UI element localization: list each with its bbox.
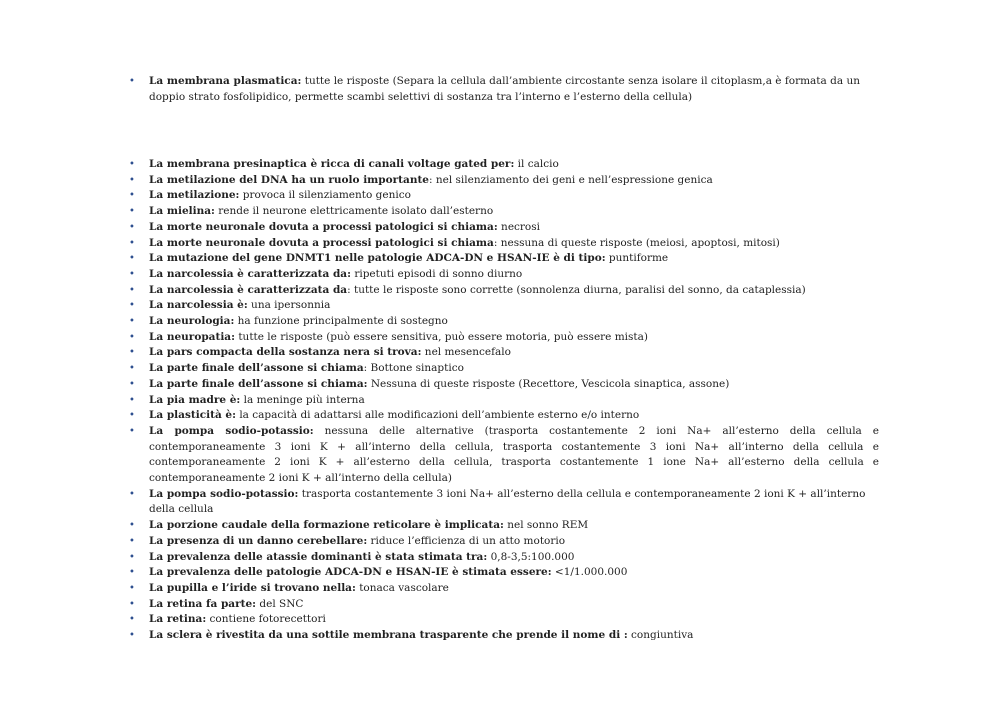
question-text: La parte finale dell’assone si chiama: bbox=[149, 377, 368, 390]
question-text: La membrana plasmatica: bbox=[149, 75, 302, 87]
question-text: La metilazione del DNA ha un ruolo importante bbox=[149, 173, 429, 186]
answer-text: congiuntiva bbox=[627, 629, 694, 642]
bullet-icon: • bbox=[129, 598, 135, 610]
list-item bbox=[129, 377, 879, 393]
bullet-icon: • bbox=[129, 520, 135, 532]
bullet-icon: • bbox=[129, 582, 135, 594]
question-text: La morte neuronale dovuta a processi patologici si chiama: bbox=[149, 220, 498, 233]
answer-text: provoca il silenziamento genico bbox=[239, 189, 411, 202]
list-item bbox=[129, 283, 879, 299]
question-text: La pompa sodio-potassio: bbox=[149, 487, 299, 500]
bullet-icon: • bbox=[129, 268, 135, 280]
question-text: La narcolessia è: bbox=[149, 299, 248, 312]
list-item bbox=[129, 157, 879, 173]
answer-text: : Bottone sinaptico bbox=[363, 362, 464, 375]
question-text: La presenza di un danno cerebellare: bbox=[149, 534, 368, 547]
answer-text: rende il neurone elettricamente isolato dall’esterno bbox=[214, 205, 494, 218]
question-text: La prevalenza delle patologie ADCA-DN e HSAN-IE è stimata essere: bbox=[149, 566, 552, 579]
bullet-icon: • bbox=[129, 378, 135, 390]
list-item bbox=[129, 236, 879, 252]
list-item bbox=[129, 204, 879, 220]
list-item bbox=[129, 361, 879, 377]
bullet-icon: • bbox=[129, 221, 135, 233]
bullet-icon: • bbox=[129, 237, 135, 249]
bullet-icon: • bbox=[129, 567, 135, 579]
bullet-icon: • bbox=[129, 253, 135, 265]
list-item bbox=[129, 550, 879, 566]
bullet-icon: • bbox=[129, 206, 135, 218]
question-text: La morte neuronale dovuta a processi patologici si chiama bbox=[149, 236, 494, 249]
question-text: La membrana presinaptica è ricca di canali voltage gated per: bbox=[149, 158, 515, 170]
answer-text: contiene fotorecettori bbox=[206, 613, 326, 626]
answer-text: riduce l’efficienza di un atto motorio bbox=[367, 534, 566, 547]
answer-text: 0,8-3,5:100.000 bbox=[487, 550, 575, 563]
question-text: La neuropatia: bbox=[149, 330, 235, 343]
list-item bbox=[129, 393, 879, 409]
list-item bbox=[129, 74, 879, 105]
question-text: La plasticità è: bbox=[149, 409, 236, 422]
bullet-icon: • bbox=[129, 614, 135, 626]
question-text: La pupilla e l’iride si trovano nella: bbox=[149, 581, 356, 594]
bullet-icon: • bbox=[129, 331, 135, 343]
answer-text: tonaca vascolare bbox=[355, 581, 449, 594]
answer-text: nessuna delle alternative (trasporta costantemente 2 ioni Na+ all’esterno della cellula e contemporaneamente 3 ioni K + all’interno della cellula, trasporta costantemente 3 ioni Na+ all’interno della cellula e contemporaneamente 2 ioni K + all’esterno della cellula, trasporta costantemente 1 ione Na+ all’esterno della cellula e contemporaneamente 2 ioni K + all’interno della cellula) bbox=[149, 424, 879, 485]
question-text: La narcolessia è caratterizzata da bbox=[149, 283, 348, 296]
answer-text: nel sonno REM bbox=[503, 519, 589, 532]
question-text: La prevalenza delle atassie dominanti è stata stimata tra: bbox=[149, 550, 488, 563]
bullet-icon: • bbox=[129, 630, 135, 642]
answer-text: Nessuna di queste risposte (Recettore, Vescicola sinaptica, assone) bbox=[367, 377, 730, 390]
bullet-icon: • bbox=[129, 300, 135, 312]
list-item bbox=[129, 408, 879, 424]
list-item bbox=[129, 314, 879, 330]
bullet-icon: • bbox=[129, 284, 135, 296]
bullet-icon: • bbox=[129, 76, 135, 87]
question-text: La parte finale dell’assone si chiama bbox=[149, 362, 364, 375]
bullet-icon: • bbox=[129, 410, 135, 422]
list-item bbox=[129, 330, 879, 346]
answer-text: trasporta costantemente 3 ioni Na+ all’esterno della cellula e contemporaneamente 2 ioni K + all’interno della cellula bbox=[149, 487, 866, 516]
list-item bbox=[129, 565, 879, 581]
list-item bbox=[129, 581, 879, 597]
list-item bbox=[129, 424, 879, 487]
question-text: La neurologia: bbox=[149, 315, 235, 328]
bullet-icon: • bbox=[129, 425, 135, 437]
question-text: La sclera è rivestita da una sottile membrana trasparente che prende il nome di : bbox=[149, 629, 628, 642]
bullet-icon: • bbox=[129, 159, 135, 170]
bullet-list-top bbox=[129, 74, 879, 105]
question-text: La retina fa parte: bbox=[149, 597, 257, 610]
list-item bbox=[129, 597, 879, 613]
bullet-list-main bbox=[129, 157, 879, 644]
bullet-icon: • bbox=[129, 488, 135, 500]
list-item bbox=[129, 628, 879, 644]
bullet-icon: • bbox=[129, 394, 135, 406]
list-item bbox=[129, 173, 879, 189]
list-item bbox=[129, 220, 879, 236]
question-text: La pompa sodio-potassio: bbox=[149, 424, 314, 437]
answer-text: la meninge più interna bbox=[240, 393, 365, 406]
question-text: La mutazione del gene DNMT1 nelle patologie ADCA-DN e HSAN-IE è di tipo: bbox=[149, 252, 606, 265]
bullet-icon: • bbox=[129, 535, 135, 547]
question-text: La pia madre è: bbox=[149, 393, 241, 406]
bullet-icon: • bbox=[129, 316, 135, 328]
answer-text: : nessuna di queste risposte (meiosi, apoptosi, mitosi) bbox=[493, 236, 780, 249]
answer-text: puntiforme bbox=[605, 252, 669, 265]
list-item bbox=[129, 345, 879, 361]
bullet-icon: • bbox=[129, 551, 135, 563]
answer-text: il calcio bbox=[514, 158, 559, 170]
list-item bbox=[129, 518, 879, 534]
answer-text: nel mesencefalo bbox=[421, 346, 511, 359]
list-item bbox=[129, 534, 879, 550]
question-text: La metilazione: bbox=[149, 189, 240, 202]
bullet-icon: • bbox=[129, 190, 135, 202]
question-text: La narcolessia è caratterizzata da: bbox=[149, 267, 351, 280]
question-text: La retina: bbox=[149, 613, 207, 626]
answer-text: la capacità di adattarsi alle modificazioni dell’ambiente esterno e/o interno bbox=[235, 409, 640, 422]
list-item bbox=[129, 267, 879, 283]
bullet-icon: • bbox=[129, 174, 135, 186]
bullet-icon: • bbox=[129, 347, 135, 359]
answer-text: ripetuti episodi di sonno diurno bbox=[350, 267, 523, 280]
list-item bbox=[129, 487, 879, 518]
list-item bbox=[129, 298, 879, 314]
list-item bbox=[129, 251, 879, 267]
answer-text: : nel silenziamento dei geni e nell’espressione genica bbox=[429, 173, 713, 186]
answer-text: tutte le risposte (può essere sensitiva, può essere motoria, può essere mista) bbox=[235, 330, 649, 343]
answer-text: : tutte le risposte sono corrette (sonnolenza diurna, paralisi del sonno, da cataplessia) bbox=[347, 283, 806, 296]
answer-text: una ipersonnia bbox=[247, 299, 331, 312]
bullet-icon: • bbox=[129, 363, 135, 375]
answer-text: necrosi bbox=[497, 220, 541, 233]
answer-text: del SNC bbox=[256, 597, 304, 610]
question-text: La mielina: bbox=[149, 205, 215, 218]
answer-text: ha funzione principalmente di sostegno bbox=[234, 315, 448, 328]
question-text: La pars compacta della sostanza nera si trova: bbox=[149, 346, 422, 359]
list-item bbox=[129, 612, 879, 628]
list-item bbox=[129, 188, 879, 204]
answer-text: tutte le risposte (Separa la cellula dall’ambiente circostante senza isolare il citoplasm,a è formata da un doppio strato fosfolipidico, permette scambi selettivi di sostanza tra l’interno e l’esterno della cellula) bbox=[149, 75, 860, 103]
answer-text: <1/1.000.000 bbox=[551, 566, 628, 579]
question-text: La porzione caudale della formazione reticolare è implicata: bbox=[149, 519, 504, 532]
